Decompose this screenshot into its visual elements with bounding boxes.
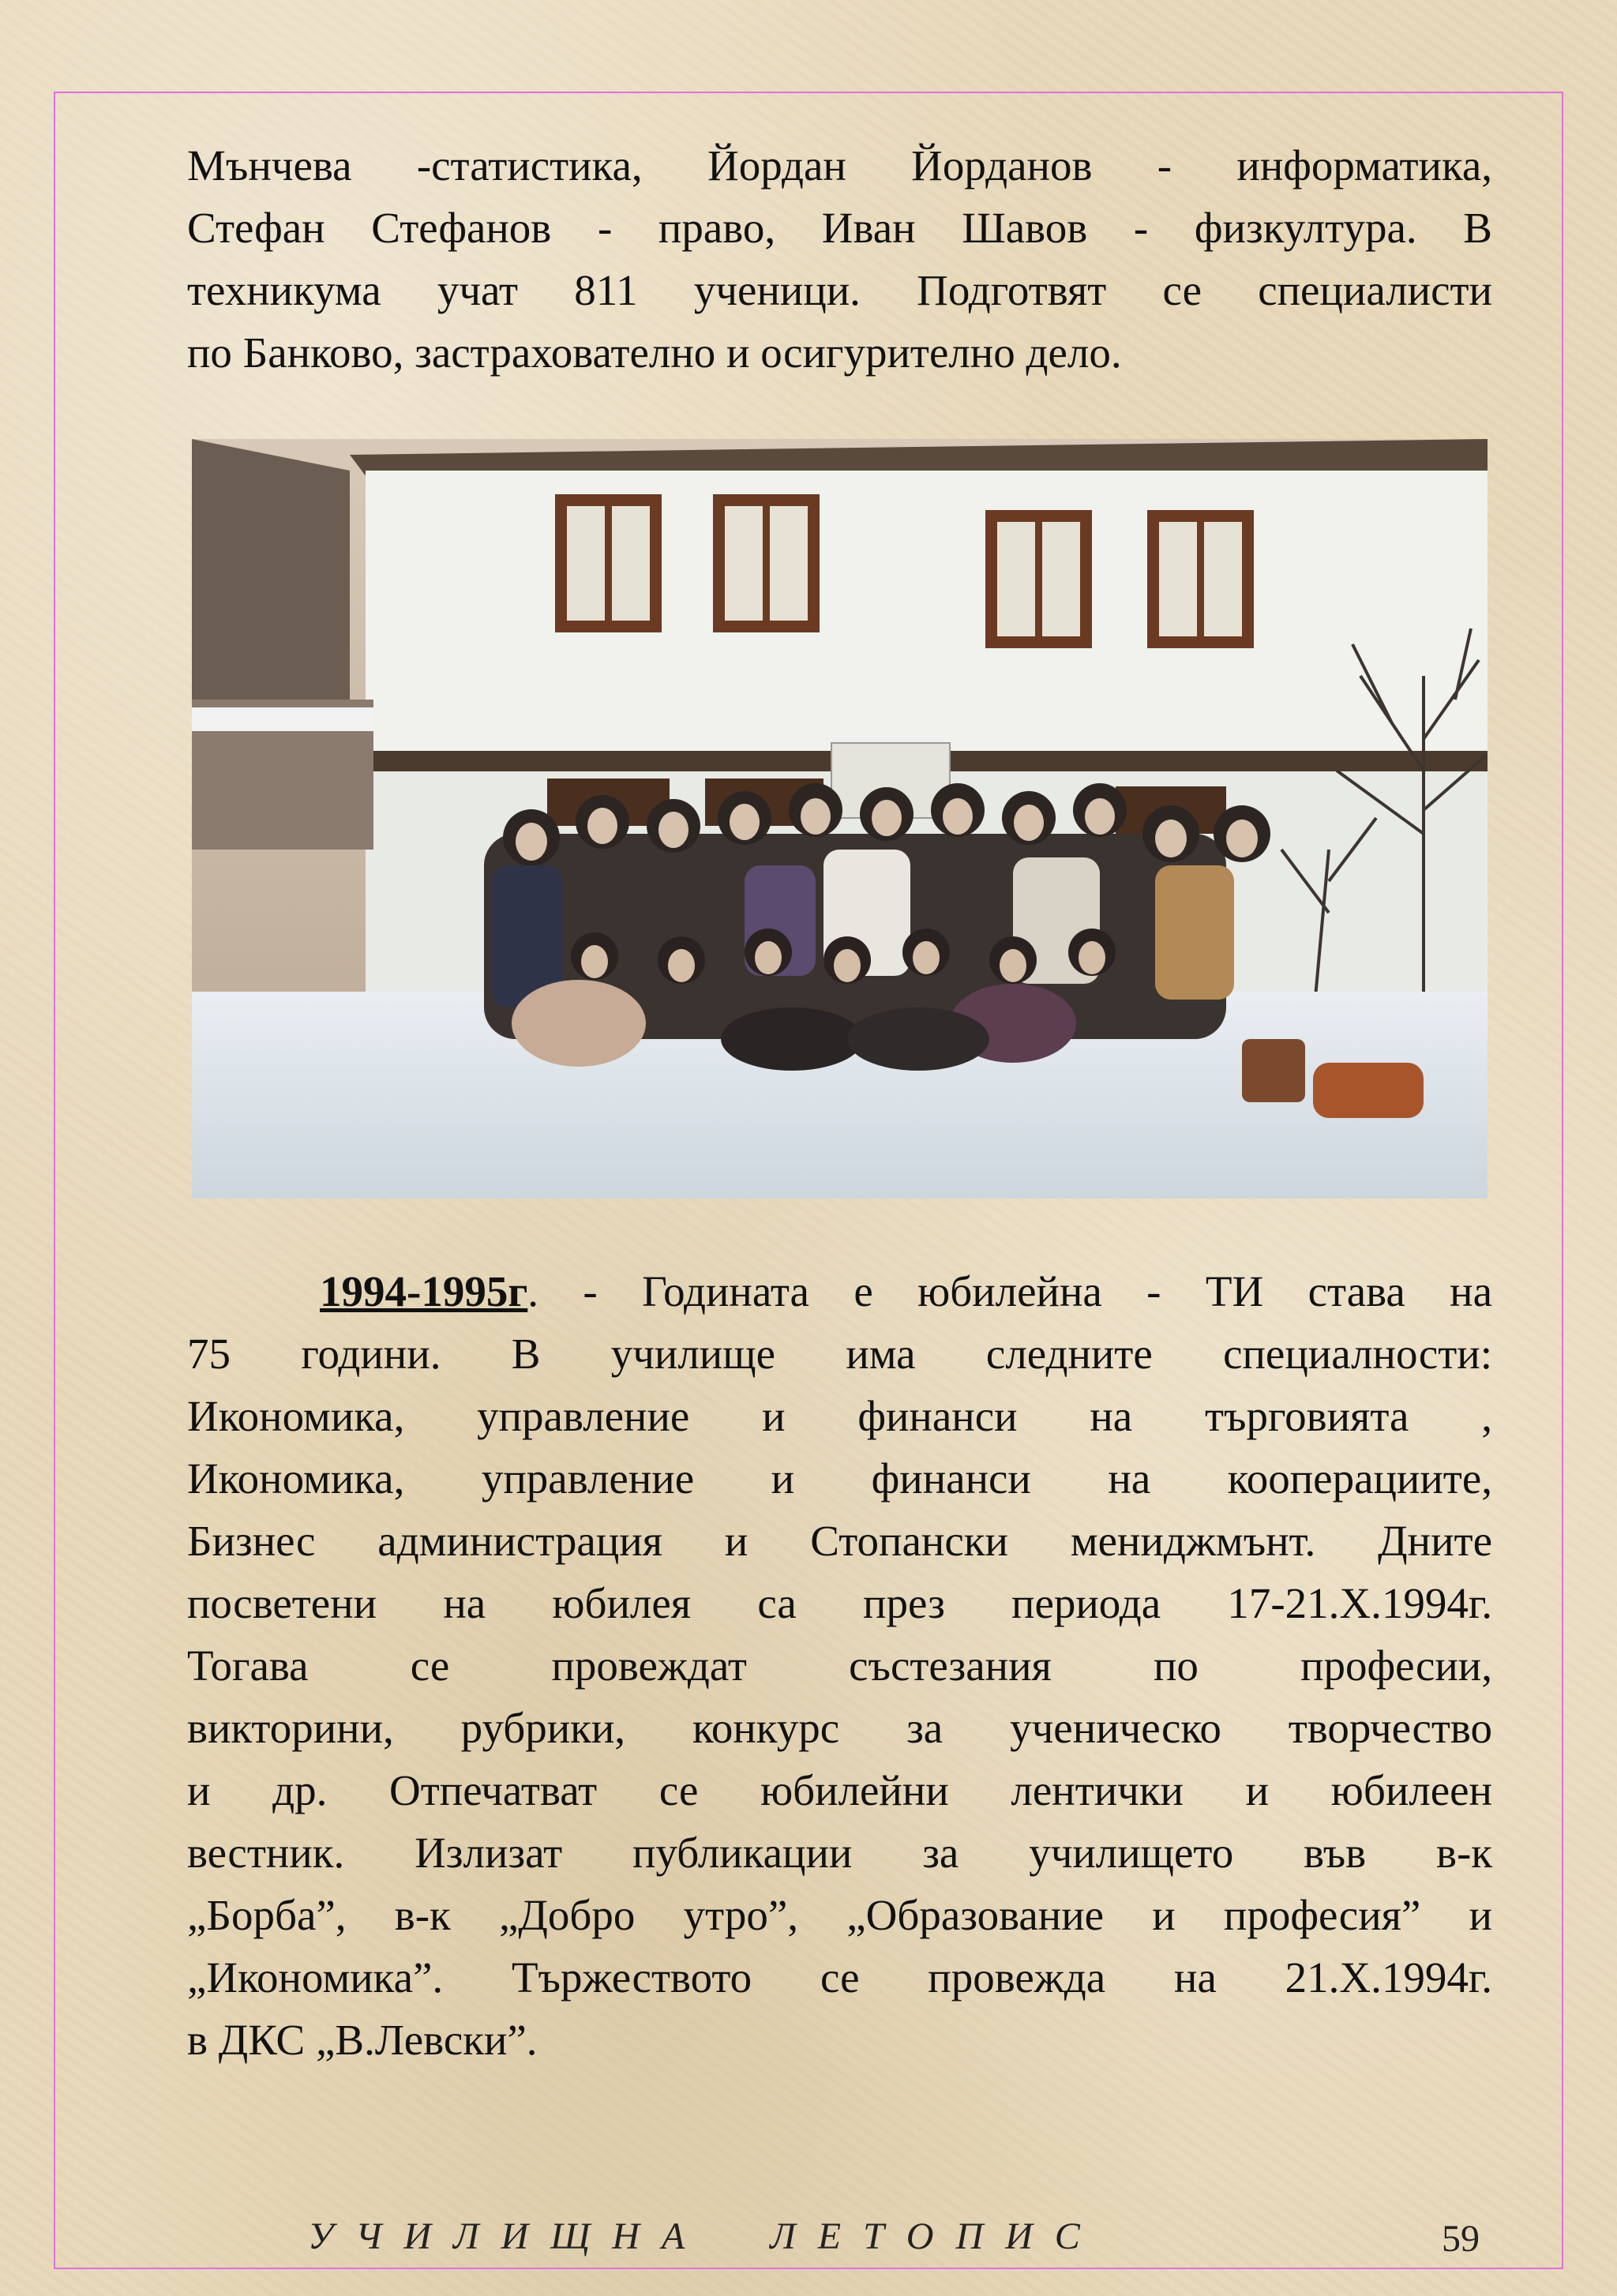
text-line: по Банково, застрахователно и осигурително дело.	[187, 328, 1122, 377]
group-photo-illustration	[192, 439, 1488, 1199]
text-line: Тогава се провеждат състезания по професии,	[187, 1641, 1492, 1690]
text-line: посветени на юбилея са през периода 17-21.Х.1994г.	[187, 1579, 1492, 1627]
text-line: техникума учат 811 ученици. Подготвят се специалисти	[187, 266, 1492, 314]
text-line: вестник. Излизат публикации за училището във в-к	[187, 1829, 1492, 1877]
text-line: в ДКС „В.Левски”.	[187, 2016, 538, 2064]
paragraph-jubilee-year	[187, 1260, 1492, 2071]
text-line: Икономика, управление и финанси на търговията ,	[187, 1392, 1492, 1440]
group-photo	[192, 439, 1488, 1199]
text-line: „Икономика”. Тържеството се провежда на 21.Х.1994г.	[187, 1953, 1492, 2001]
text-line: Бизнес администрация и Стопански мениджмънт. Дните	[187, 1517, 1492, 1565]
text-line: викторини, рубрики, конкурс за ученическо творчество	[187, 1704, 1492, 1752]
text-line: Икономика, управление и финанси на кооперациите,	[187, 1454, 1492, 1503]
text-line: Мънчева -статистика, Йордан Йорданов - информатика,	[187, 141, 1492, 189]
page-number: 59	[1442, 2218, 1480, 2260]
paragraph-staff-list	[187, 134, 1492, 384]
text-line: „Борба”, в-к „Добро утро”, „Образование и професия” и	[187, 1891, 1492, 1939]
text-line-first	[187, 1260, 1492, 1322]
text-run: . - Годината е юбилейна - ТИ става на	[527, 1267, 1492, 1315]
footer-title: УЧИЛИЩНА ЛЕТОПИС	[308, 2215, 1102, 2257]
text-line: 75 години. В училище има следните специалности:	[187, 1330, 1492, 1378]
text-line: Стефан Стефанов - право, Иван Шавов - физкултура. В	[187, 204, 1492, 252]
text-line: и др. Отпечатват се юбилейни лентички и юбилеен	[187, 1766, 1492, 1814]
year-heading: 1994-1995г	[320, 1267, 528, 1315]
